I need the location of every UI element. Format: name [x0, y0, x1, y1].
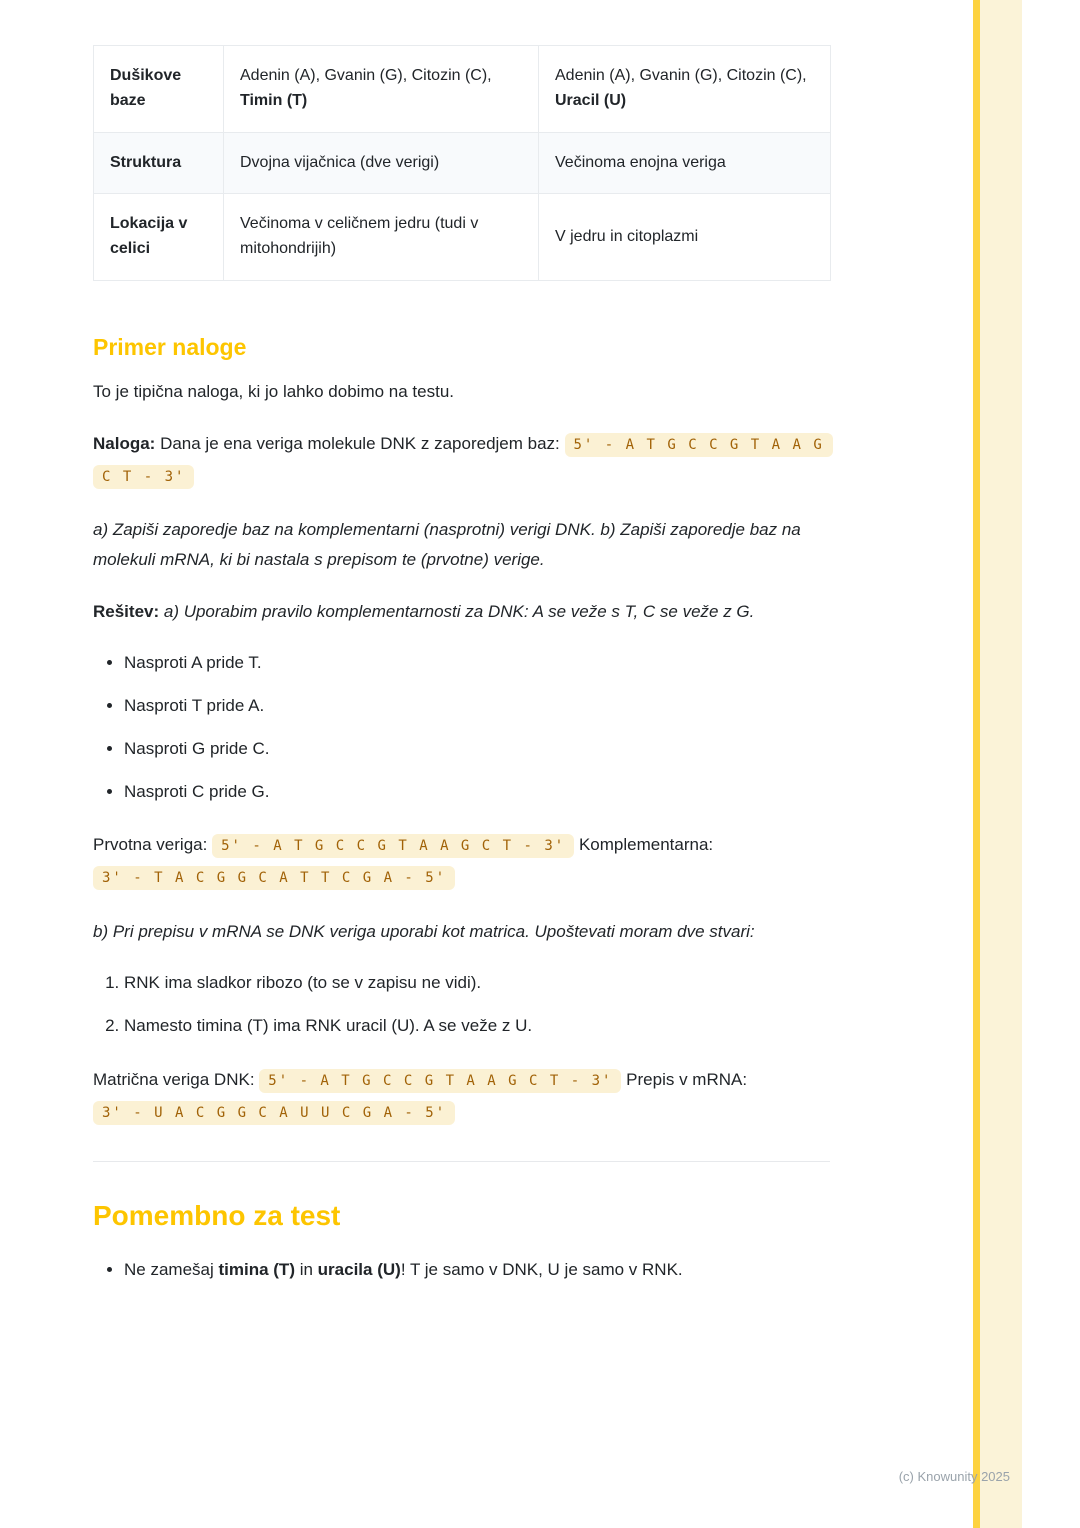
list-item: 2. Namesto timina (T) ima RNK uracil (U). A se veže z U.: [124, 1011, 830, 1041]
list-item: • Nasproti C pride G.: [124, 777, 830, 807]
dnk-cell-baze: [224, 46, 539, 133]
komplementarna-sequence-code: 3' - T A C G G C A T T C G A - 5': [93, 866, 455, 890]
pomembno-part2: in: [294, 1259, 318, 1279]
komplementarna-label: Komplementarna:: [574, 835, 714, 855]
pomembno-bold-uracil: uracila (U): [317, 1259, 401, 1279]
prepis-numbered-list: [93, 968, 830, 1041]
prepis-intro-paragraph: b) Pri prepisu v mRNA se DNK veriga uporabi kot matrica. Upoštevati moram dve stvari:: [93, 921, 755, 941]
row-label-struktura: Struktura: [94, 132, 224, 194]
section-divider: [93, 1161, 830, 1162]
content-column: [93, 45, 830, 1308]
naloga-label: Naloga:: [93, 433, 156, 453]
side-accent-line: [973, 0, 980, 1528]
side-cream-band: [980, 0, 1022, 1528]
list-item: • Nasproti G pride C.: [124, 734, 830, 764]
matricna-paragraph: [93, 1065, 830, 1129]
intro-paragraph: To je tipična naloga, ki jo lahko dobimo na testu.: [93, 381, 455, 401]
dnk-rnk-comparison-table: [93, 45, 831, 281]
list-item: • Nasproti A pride T.: [124, 648, 830, 678]
matricna-sequence-code: 5' - A T G C C G T A A G C T - 3': [259, 1069, 621, 1093]
prvotna-label: Prvotna veriga:: [93, 835, 213, 855]
dnk-baze-bold: Timin (T): [240, 91, 308, 109]
rnk-cell-baze: [539, 46, 831, 133]
dnk-sequence-code: 5' - A T G C C G T A A G C T - 3': [93, 433, 833, 489]
prvotna-sequence-code: 5' - A T G C C G T A A G C T - 3': [212, 834, 574, 858]
mrna-label: Prepis v mRNA:: [621, 1069, 748, 1089]
table-row-dusikove-baze: [94, 46, 831, 133]
mrna-sequence-code: 3' - U A C G G C A U U C G A - 5': [93, 1101, 455, 1125]
table-row-struktura: [94, 132, 831, 194]
list-item: 1. RNK ima sladkor ribozo (to se v zapisu ne vidi).: [124, 968, 830, 998]
watermark-text: (c) Knowunity 2025: [898, 1469, 1010, 1484]
naloga-text: Dana je ena veriga molekule DNK z zaporedjem baz:: [155, 433, 565, 453]
naloga-paragraph: [93, 429, 830, 493]
pomembno-bold-timin: timina (T): [218, 1259, 295, 1279]
rnk-baze-bold: Uracil (U): [555, 91, 627, 109]
verigi-paragraph: [93, 830, 830, 894]
list-item: • Nasproti T pride A.: [124, 691, 830, 721]
pomembno-part3: ! T je samo v DNK, U je samo v RNK.: [400, 1259, 683, 1279]
pomembno-bullet-list: [93, 1255, 830, 1285]
matricna-label: Matrična veriga DNK:: [93, 1069, 260, 1089]
pomembno-part1: Ne zamešaj: [124, 1259, 219, 1279]
section-heading-pomembno: Pomembno za test: [93, 1200, 341, 1232]
rnk-cell-lokacija: V jedru in citoplazmi: [539, 194, 831, 281]
dnk-baze-text: Adenin (A), Gvanin (G), Citozin (C),: [240, 67, 492, 84]
rnk-baze-text: Adenin (A), Gvanin (G), Citozin (C),: [555, 67, 807, 84]
row-label-lokacija: Lokacija v celici: [94, 194, 224, 281]
naloga-questions-paragraph: a) Zapiši zaporedje baz na komplementarni (nasprotni) verigi DNK. b) Zapiši zaporedje baz na molekuli mRNA, ki bi nastala s prepisom te (prvotne) verige.: [93, 520, 801, 569]
resitev-paragraph: [93, 597, 830, 627]
section-heading-primer-naloge: Primer naloge: [93, 333, 247, 360]
row-label-dusikove-baze: Dušikove baze: [94, 46, 224, 133]
list-item: [124, 1255, 830, 1285]
table-row-lokacija: [94, 194, 831, 281]
resitev-text: a) Uporabim pravilo komplementarnosti za DNK: A se veže s T, C se veže z G.: [159, 601, 755, 621]
dnk-cell-struktura: Dvojna vijačnica (dve verigi): [224, 132, 539, 194]
rnk-cell-struktura: Večinoma enojna veriga: [539, 132, 831, 194]
resitev-label: Rešitev:: [93, 601, 160, 621]
komplementarnost-bullet-list: [93, 648, 830, 806]
dnk-cell-lokacija: Večinoma v celičnem jedru (tudi v mitohondrijih): [224, 194, 539, 281]
